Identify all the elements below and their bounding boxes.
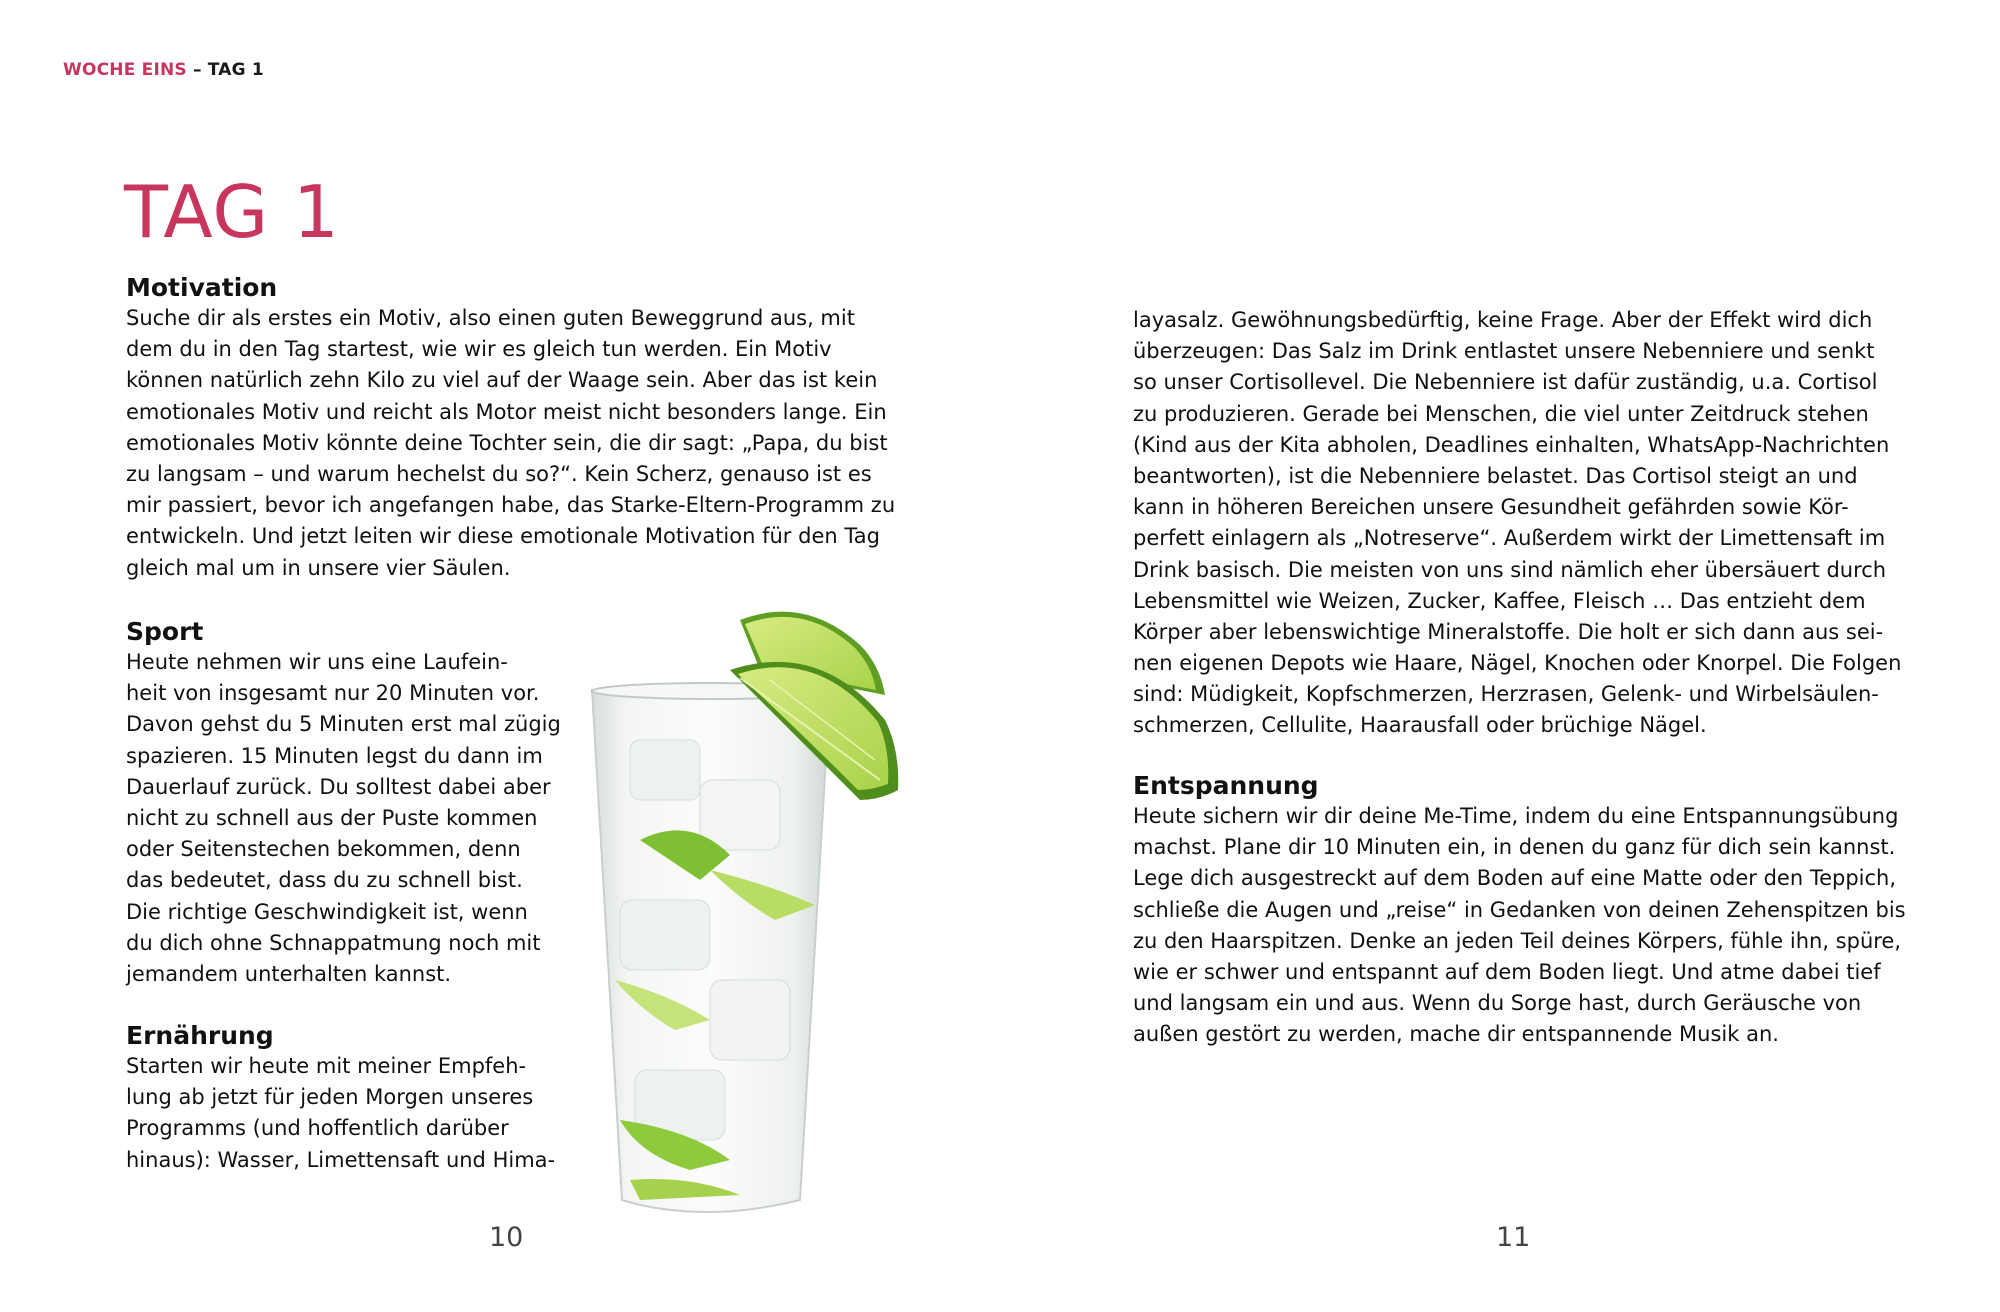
page-number-right: 11: [1496, 1222, 1531, 1253]
text-line: dem du in den Tag startest, wie wir es gleich tun werden. Ein Motiv: [126, 337, 832, 362]
paragraph-ernaehrung-continued: [1133, 305, 1901, 742]
paragraph-ernaehrung: [126, 1051, 555, 1176]
text-line: nicht zu schnell aus der Puste kommen: [126, 805, 538, 830]
section-sport: [126, 616, 561, 990]
text-line: Körper aber lebenswichtige Mineralstoffe. Die holt er sich dann aus sei-: [1133, 619, 1884, 644]
text-line: kann in höheren Bereichen unsere Gesundheit gefährden sowie Kör-: [1133, 495, 1849, 520]
text-line: Lebensmittel wie Weizen, Zucker, Kaffee, Fleisch … Das entzieht dem: [1133, 588, 1866, 613]
section-entspannung: [1133, 770, 1906, 1051]
running-head: [63, 60, 264, 80]
text-line: zu langsam – und warum hechelst du so?“. Kein Scherz, genauso ist es: [126, 461, 872, 486]
text-line: außen gestört zu werden, mache dir entspannende Musik an.: [1133, 1022, 1779, 1047]
text-line: Starten wir heute mit meiner Empfeh-: [126, 1054, 527, 1078]
text-line: sind: Müdigkeit, Kopfschmerzen, Herzrasen, Gelenk- und Wirbelsäulen-: [1133, 682, 1879, 707]
text-line: Davon gehst du 5 Minuten erst mal zügig: [126, 712, 561, 737]
text-line: Die richtige Geschwindigkeit ist, wenn: [126, 899, 528, 924]
text-line: lung ab jetzt für jeden Morgen unseres: [126, 1085, 534, 1110]
text-line: und langsam ein und aus. Wenn du Sorge hast, durch Geräusche von: [1133, 991, 1862, 1016]
text-line: so unser Cortisollevel. Die Nebenniere ist dafür zuständig, u.a. Cortisol: [1133, 370, 1878, 395]
text-line: gleich mal um in unsere vier Säulen.: [126, 555, 511, 580]
page-number-left: 10: [489, 1222, 524, 1253]
text-line: Drink basisch. Die meisten von uns sind nämlich eher übersäuert durch: [1133, 557, 1887, 582]
text-line: (Kind aus der Kita abholen, Deadlines einhalten, WhatsApp-Nachrichten: [1133, 432, 1890, 457]
page-title: TAG 1: [124, 170, 340, 254]
paragraph-motivation: [126, 303, 895, 584]
text-line: Dauerlauf zurück. Du solltest dabei aber: [126, 774, 551, 799]
running-head-day: TAG 1: [207, 60, 264, 80]
section-heading-motivation: Motivation: [126, 273, 278, 302]
text-line: können natürlich zehn Kilo zu viel auf der Waage sein. Aber das ist kein: [126, 368, 878, 393]
running-head-separator: –: [186, 60, 208, 80]
text-line: hinaus): Wasser, Limettensaft und Hima-: [126, 1147, 556, 1172]
text-line: emotionales Motiv und reicht als Motor meist nicht besonders lange. Ein: [126, 399, 887, 424]
text-line: emotionales Motiv könnte deine Tochter sein, die dir sagt: „Papa, du bist: [126, 430, 888, 455]
section-ernaehrung: [126, 1020, 555, 1176]
text-line: layasalz. Gewöhnungsbedürftig, keine Frage. Aber der Effekt wird dich: [1133, 308, 1873, 332]
text-line: Suche dir als erstes ein Motiv, also einen guten Beweggrund aus, mit: [126, 306, 855, 330]
text-line: mir passiert, bevor ich angefangen habe, das Starke-Eltern-Programm zu: [126, 493, 896, 518]
text-line: Programms (und hoffentlich darüber: [126, 1116, 509, 1141]
text-line: spazieren. 15 Minuten legst du dann im: [126, 743, 543, 768]
section-ernaehrung-continued: [1133, 305, 1901, 742]
paragraph-sport: [126, 647, 561, 990]
text-line: zu produzieren. Gerade bei Menschen, die viel unter Zeitdruck stehen: [1133, 401, 1869, 426]
text-line: Heute sichern wir dir deine Me-Time, indem du eine Entspannungsübung: [1133, 804, 1899, 828]
drink-glass-image: [580, 600, 980, 1220]
text-line: Heute nehmen wir uns eine Laufein-: [126, 650, 508, 674]
section-heading-entspannung: Entspannung: [1133, 771, 1319, 800]
text-line: das bedeutet, dass du zu schnell bist.: [126, 868, 523, 893]
text-line: heit von insgesamt nur 20 Minuten vor.: [126, 681, 540, 706]
text-line: überzeugen: Das Salz im Drink entlastet unsere Nebenniere und senkt: [1133, 339, 1875, 364]
text-line: machst. Plane dir 10 Minuten ein, in denen du ganz für dich sein kannst.: [1133, 835, 1896, 860]
text-line: Lege dich ausgestreckt auf dem Boden auf eine Matte oder den Teppich,: [1133, 866, 1897, 891]
text-line: wie er schwer und entspannt auf dem Boden liegt. Und atme dabei tief: [1133, 959, 1881, 984]
text-line: schließe die Augen und „reise“ in Gedanken von deinen Zehenspitzen bis: [1133, 897, 1906, 922]
text-line: perfett einlagern als „Notreserve“. Außerdem wirkt der Limettensaft im: [1133, 526, 1886, 551]
paragraph-entspannung: [1133, 801, 1906, 1051]
section-heading-ernaehrung: Ernährung: [126, 1021, 274, 1050]
text-line: beantworten), ist die Nebenniere belastet. Das Cortisol steigt an und: [1133, 463, 1858, 488]
section-heading-sport: Sport: [126, 617, 204, 646]
text-line: schmerzen, Cellulite, Haarausfall oder brüchige Nägel.: [1133, 713, 1707, 738]
text-line: du dich ohne Schnappatmung noch mit: [126, 930, 541, 955]
text-line: nen eigenen Depots wie Haare, Nägel, Knochen oder Knorpel. Die Folgen: [1133, 651, 1902, 676]
text-line: entwickeln. Und jetzt leiten wir diese emotionale Motivation für den Tag: [126, 524, 880, 549]
text-line: zu den Haarspitzen. Denke an jeden Teil deines Körpers, fühle ihn, spüre,: [1133, 928, 1902, 953]
text-line: jemandem unterhalten kannst.: [126, 961, 452, 986]
running-head-section: WOCHE EINS: [63, 60, 187, 80]
text-line: oder Seitenstechen bekommen, denn: [126, 837, 521, 862]
section-motivation: [126, 272, 895, 584]
